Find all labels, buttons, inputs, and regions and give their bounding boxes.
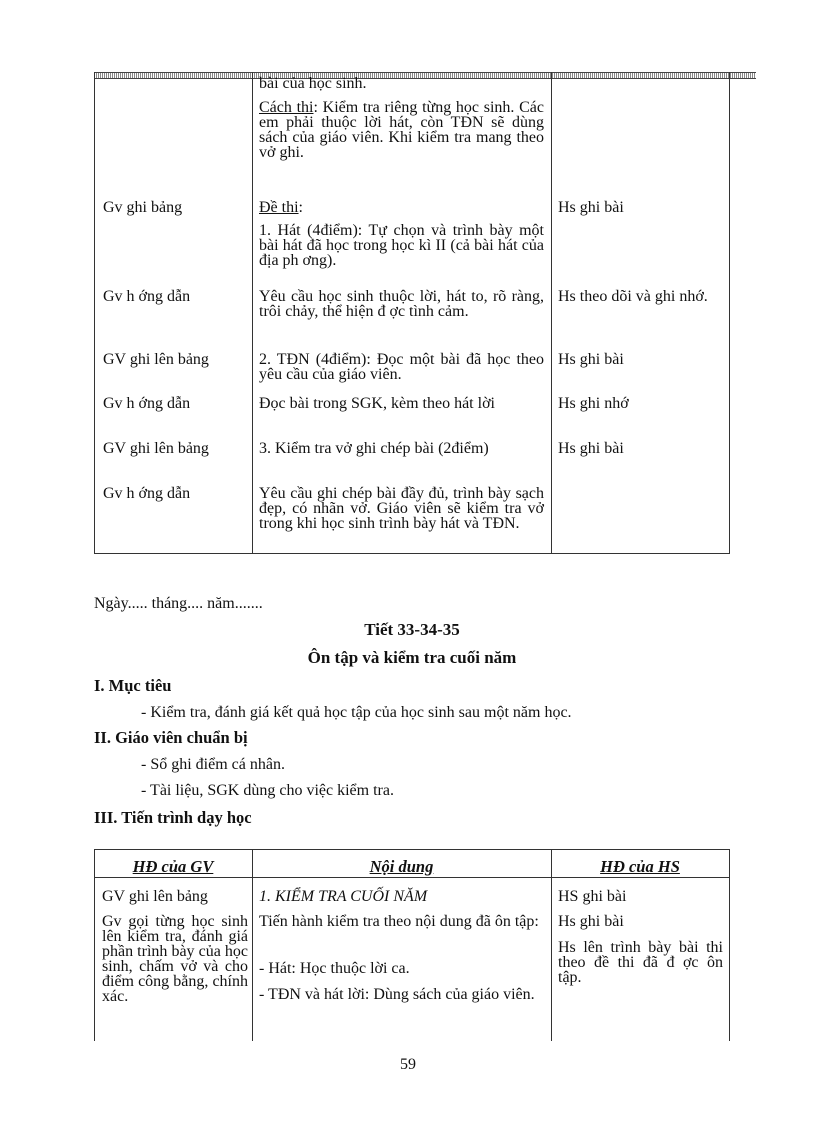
cell-text: bài của học sinh.	[259, 75, 367, 92]
table-column-divider	[252, 72, 253, 554]
table-border-right	[729, 72, 730, 554]
table-header-student: HĐ của HS	[600, 857, 680, 876]
table-cell-content	[259, 352, 544, 382]
table-header-teacher: HĐ của GV	[132, 857, 214, 876]
table-cell-content	[259, 396, 544, 411]
table-top-border	[94, 849, 730, 850]
table-cell-content	[259, 289, 544, 319]
cell-label: Đề thi	[259, 199, 299, 216]
table-column-divider	[551, 72, 552, 554]
table-cell-student: Hs ghi nhớ	[558, 395, 629, 412]
preparation-item: - Tài liệu, SGK dùng cho việc kiểm tra.	[141, 782, 394, 799]
table-cell-content	[259, 100, 544, 160]
cell-text: Yêu cầu ghi chép bài đầy đủ, trình bày sạch đẹp, có nhãn vở. Giáo viên sẽ kiểm tra vở trong khi học sinh trình bày hát và TĐN.	[259, 485, 544, 532]
table-cell-teacher: Gv h ớng dẫn	[103, 485, 191, 502]
table-cell-content	[259, 76, 544, 91]
table-cell-content	[259, 486, 544, 531]
table-cell-teacher: Gv ghi bảng	[103, 199, 183, 216]
cell-text: Đọc bài trong SGK, kèm theo hát lời	[259, 395, 495, 412]
table-cell-teacher: Gv gọi từng học sinh lên kiểm tra, đánh giá phần trình bày của học sinh, chấm vở và cho điểm công bằng, chính xác.	[102, 913, 248, 1005]
cell-text: :	[298, 199, 303, 216]
table-header-divider	[94, 877, 730, 878]
table-cell-student: HS ghi bài	[558, 888, 627, 905]
table-border-left	[94, 72, 95, 554]
table-cell-content	[259, 200, 544, 268]
lesson-subtitle: Ôn tập và kiểm tra cuối năm	[307, 648, 517, 667]
section-heading-process: III. Tiến trình dạy học	[94, 808, 252, 827]
cell-text: 1. Hát (4điểm): Tự chọn và trình bày một bài hát đã học trong học kì II (cả bài hát của địa ph ơng).	[259, 222, 544, 269]
table-cell-content: - Hát: Học thuộc lời ca.	[259, 960, 410, 977]
table-cell-student: Hs ghi bài	[558, 913, 624, 930]
table-column-divider	[252, 849, 253, 1041]
table-column-divider	[551, 849, 552, 1041]
table-cell-student: Hs theo dõi và ghi nhớ.	[558, 288, 708, 305]
table-header-content: Nội dung	[369, 857, 434, 876]
table-border-right	[729, 849, 730, 1041]
lesson-title: Tiết 33-34-35	[364, 620, 460, 639]
cell-text: Yêu cầu học sinh thuộc lời, hát to, rõ ràng, trôi chảy, thể hiện đ ợc tình cảm.	[259, 288, 544, 320]
table-cell-student: Hs ghi bài	[558, 199, 624, 216]
table-cell-student: Hs ghi bài	[558, 440, 624, 457]
date-line: Ngày..... tháng.... năm.......	[94, 595, 263, 612]
table-cell-content: Tiến hành kiểm tra theo nội dung đã ôn tập:	[259, 913, 539, 930]
table-cell-teacher: GV ghi lên bảng	[103, 351, 209, 368]
section-heading-objectives: I. Mục tiêu	[94, 676, 172, 695]
table-2	[94, 849, 730, 1041]
table-cell-teacher: Gv h ớng dẫn	[103, 395, 191, 412]
table-cell-student: Hs lên trình bày bài thi theo đề thi đã đ ợc ôn tập.	[558, 939, 723, 986]
table-border-left	[94, 849, 95, 1041]
table-cell-content	[259, 441, 544, 456]
table-cell-content: 1. KIỂM TRA CUỐI NĂM	[259, 888, 428, 905]
section-heading-preparation: II. Giáo viên chuẩn bị	[94, 728, 248, 747]
page-number: 59	[400, 1056, 416, 1073]
cell-text: 3. Kiểm tra vở ghi chép bài (2điểm)	[259, 440, 489, 457]
table-cell-teacher: Gv h ớng dẫn	[103, 288, 191, 305]
cell-text: 2. TĐN (4điểm): Đọc một bài đã học theo yêu cầu của giáo viên.	[259, 351, 544, 383]
cell-text: : Kiểm tra riêng từng học sinh. Các em phải thuộc lời hát, còn TĐN sẽ dùng sách của giáo viên. Khi kiểm tra mang theo vở ghi.	[259, 99, 544, 161]
preparation-item: - Sổ ghi điểm cá nhân.	[141, 756, 285, 773]
table-bottom-border	[94, 553, 730, 554]
table-cell-teacher: GV ghi lên bảng	[102, 888, 208, 905]
table-cell-student: Hs ghi bài	[558, 351, 624, 368]
cell-label: Cách thi	[259, 99, 314, 116]
table-cell-content: - TĐN và hát lời: Dùng sách của giáo viên.	[259, 986, 535, 1003]
table-cell-teacher: GV ghi lên bảng	[103, 440, 209, 457]
objective-item: - Kiểm tra, đánh giá kết quả học tập của học sinh sau một năm học.	[141, 704, 572, 721]
